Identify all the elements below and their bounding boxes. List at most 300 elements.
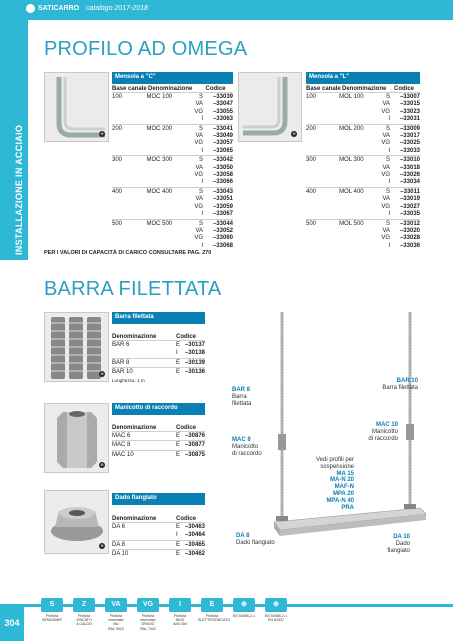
code-list [194,157,233,187]
label-profiles [300,457,354,511]
code-line [381,228,420,235]
rod-length: Lunghezza: 1 m [112,377,145,383]
finish-code: VG [194,203,203,210]
table-row [112,450,205,459]
product-name: BAR 10 [112,369,133,376]
code-line [194,172,233,179]
code-line [381,196,420,203]
code-line [381,179,420,186]
catalog-label: catalogo 2017-2018 [86,5,148,12]
article-code: –33025 [399,140,420,147]
label-mac8 [232,437,272,457]
article-code: –33007 [399,94,420,100]
label-bar8 [232,387,262,407]
col-name: Denominazione [342,86,387,92]
finish-code: S [198,125,203,132]
finish-code: S [198,157,203,164]
label-bar10-text: Barra filettata [382,384,418,391]
label-da8 [236,533,280,547]
product-name [112,532,176,539]
section-title-threaded-rod: BARRA FILETTATA [44,278,222,300]
finish-code: E [176,342,181,348]
finish-badge: VA [105,598,127,612]
finish-item [230,598,258,631]
table-row [112,367,205,376]
table-row [306,92,420,124]
label-bar10 [372,378,418,392]
product-head-coupler: Manicotto di raccordo [112,403,205,415]
label-profile-mpa20: MPA 20 [332,490,354,497]
finish-caption [230,614,258,618]
product-table-flange-nut [112,516,205,559]
table-row [306,124,420,156]
code-list [381,94,420,124]
finish-caption-line: EN 61537 [268,618,284,623]
finish-badge: I [169,598,191,612]
code-line [194,94,233,101]
article-code: –33065 [212,147,233,154]
code-list [194,94,233,124]
finish-item [38,598,66,631]
article-code: –33018 [399,164,420,171]
finish-code: I [176,350,178,357]
cert-icon: ⊕ [100,462,104,467]
finish-code: I [388,116,390,123]
finish-caption-line: Finitura [174,614,186,618]
code-line [381,126,420,133]
cert-icon: ⊕ [100,131,104,136]
code-line [194,221,233,228]
article-code: –33042 [212,157,233,164]
article-code: –33036 [399,242,420,249]
article-code: –33043 [212,188,233,195]
code-line [381,116,420,123]
table-row [112,522,205,531]
product-name: MAC 8 [112,442,131,449]
article-code: –33017 [399,133,420,140]
finish-code: VG [194,172,203,179]
code-line [381,140,420,147]
code-line [381,189,420,196]
code-line [194,148,233,155]
finish-code: I [388,211,390,218]
article-code: –33067 [212,211,233,218]
finish-caption [198,614,231,623]
code-line [381,221,420,228]
threaded-rod-icon [45,313,108,381]
finish-code: S [198,188,203,195]
finish-item [134,598,162,631]
finish-item [102,598,130,631]
finish-code: VG [381,235,390,242]
label-mac10 [356,422,398,442]
finish-caption [166,614,194,627]
label-profiles-line2: sospensione [320,463,354,470]
base-value: 100 [112,94,123,100]
finish-caption [134,614,162,631]
article-code: –33055 [212,108,233,115]
code-line [194,204,233,211]
product-name: MOC 300 [146,157,173,164]
product-name: DA 8 [112,541,126,548]
bracket-l-photo [238,72,302,142]
table-row [112,219,233,251]
finish-item [262,598,290,631]
article-code: –30139 [184,359,205,366]
table-c-header [112,86,233,92]
article-code: –33028 [399,235,420,242]
flange-nut-photo [44,490,109,554]
finish-caption-line: RAL 5012 [108,626,124,631]
article-code: –33049 [212,133,233,140]
product-name: MAC 6 [112,433,131,439]
finish-code: E [176,442,181,449]
finish-caption-line: Finitura [78,614,90,618]
table-row [112,549,205,558]
finish-code: E [176,524,181,530]
article-code: –30137 [184,342,205,348]
brand-logo-icon [26,4,35,13]
article-code: –33019 [399,196,420,203]
label-bar10-code: BAR 10 [396,378,418,384]
code-line [381,204,420,211]
table-row [112,540,205,549]
table-row [112,358,205,367]
label-profile-man20: MA-N 20 [329,477,354,484]
label-profile-pra: PRA [341,504,354,511]
label-profiles-line1: Vedi profili per [315,457,354,463]
article-code: –33068 [212,242,233,249]
base-value: 300 [306,157,317,164]
table-row [112,340,205,349]
article-code: –33047 [212,101,233,108]
finish-code: S [385,125,390,132]
side-label: INSTALLAZIONE IN ACCIAIO [14,124,24,255]
article-code: –30876 [184,433,205,439]
label-mac10-code: MAC 10 [375,422,398,428]
code-list [381,221,420,251]
article-code: –33027 [399,203,420,210]
finish-caption-line: SENDZIMIR [42,618,62,623]
product-name: MOC 100 [146,94,173,100]
finish-code: I [201,179,203,186]
col-name: Denominazione [112,334,157,340]
article-code: –33052 [212,227,233,234]
product-name [112,350,176,357]
base-value: 200 [112,125,123,132]
coupler-nut-icon [45,404,108,472]
article-code: –33063 [212,116,233,123]
finish-badge: S [41,598,63,612]
product-name: MOC 400 [146,188,173,195]
finish-badge: E [201,598,223,612]
finish-caption-line: GRIGIO [141,622,155,627]
code-line [194,165,233,172]
code-line [381,148,420,155]
product-name: MOL 400 [339,188,364,195]
finish-code: VG [381,140,390,147]
finish-code: VA [195,196,203,203]
product-name: MOL 300 [339,157,364,164]
finish-code: E [176,433,181,439]
code-line [194,235,233,242]
finish-code: VA [382,196,390,203]
finish-code: VG [194,235,203,242]
base-value: 300 [112,157,123,164]
finish-code: VA [382,101,390,108]
table-head-c: Mensola a "C" [112,72,233,84]
label-da10-code: DA 10 [393,534,410,540]
code-line [381,235,420,242]
finish-code: E [176,551,181,558]
col-code: Codice [176,334,197,340]
finish-caption [262,614,290,622]
finish-code: S [385,188,390,195]
code-list [381,157,420,187]
article-code: –30463 [184,524,205,530]
base-value: 400 [306,188,317,195]
code-line [381,243,420,250]
table-row [112,531,205,539]
finish-code: E [176,451,181,458]
finish-caption-line: Blu [113,622,119,627]
finish-caption-line: INOX [175,618,185,623]
code-line [381,211,420,218]
article-code: –33051 [212,196,233,203]
product-flange-header [112,516,205,522]
code-line [194,133,233,140]
product-table-coupler [112,425,205,459]
product-table-rod [112,334,205,383]
table-row [112,124,233,156]
article-code: –30138 [184,350,205,357]
finish-caption-line: AISI 304 [173,622,187,627]
finish-item [166,598,194,631]
label-profile-mpan40: MPA-N 40 [326,497,354,504]
finish-caption [70,614,98,627]
article-code: –30462 [184,551,205,558]
label-da8-code: DA 8 [236,533,250,539]
label-bar8-code: BAR 8 [232,387,251,393]
finish-code: VA [382,164,390,171]
article-code: –30877 [184,442,205,449]
finish-code: I [201,211,203,218]
code-list [194,221,233,251]
article-code: –30464 [184,532,205,539]
table-c [112,86,233,250]
finish-caption-line: Finitura verniciato [140,614,156,623]
base-value: 500 [306,220,317,227]
finish-code: VG [381,203,390,210]
code-line [194,116,233,123]
product-rod-header [112,334,205,340]
finish-caption-line: ELETTROZINCATO [198,618,231,623]
table-row [306,219,420,251]
finish-code: I [388,147,390,154]
label-bar8-text1: Barra [232,393,247,400]
product-name: MOC 500 [146,220,173,227]
page-number: 304 [0,604,24,641]
finish-code: I [388,179,390,186]
article-code: –30465 [184,541,205,548]
col-code: Codice [176,516,197,522]
load-capacity-note: PER I VALORI DI CAPACITÀ DI CARICO CONSULTARE PAG. 270 [44,250,212,256]
product-name: MAC 10 [112,451,134,458]
finish-code: I [388,242,390,249]
base-value: 400 [112,188,123,195]
finish-badge: Z [73,598,95,612]
code-line [194,243,233,250]
code-line [381,94,420,101]
finish-caption-line: Finitura [46,614,58,618]
col-code: Codice [205,86,226,92]
label-mac8-text2: di raccordo [232,450,262,457]
product-name: MOL 100 [339,94,364,100]
brand [26,4,79,13]
col-name: Denominazione [148,86,193,92]
label-mac10-text1: Manicotto [371,428,398,435]
product-name: BAR 6 [112,342,130,348]
finish-code: E [176,369,181,376]
section-title-omega: PROFILO AD OMEGA [44,38,248,60]
installation-diagram [260,312,430,562]
article-code: –33050 [212,164,233,171]
code-line [381,109,420,116]
code-line [194,189,233,196]
table-l [306,86,420,250]
col-base: Base canale [112,86,147,92]
finish-code: S [385,220,390,227]
code-list [381,126,420,156]
product-name: MOL 500 [339,220,364,227]
code-list [194,126,233,156]
article-code: –33041 [212,125,233,132]
article-code: –33034 [399,179,420,186]
finish-item [70,598,98,631]
finish-caption [38,614,66,622]
finish-code: VA [195,227,203,234]
table-row [112,155,233,187]
label-da10 [380,534,410,554]
col-name: Denominazione [112,516,157,522]
article-code: –33020 [399,227,420,234]
article-code: –33012 [399,220,420,227]
finish-code: S [385,94,390,100]
finish-item [198,598,231,631]
code-list [194,189,233,219]
code-line [381,101,420,108]
finish-code: VA [195,101,203,108]
table-head-l: Mensola a "L" [306,72,420,84]
article-code: –33059 [212,203,233,210]
code-line [381,165,420,172]
bracket-c-photo [44,72,109,142]
article-code: –33010 [399,157,420,164]
label-da10-text2: flangiato [387,547,410,554]
code-line [381,133,420,140]
finish-code: I [201,116,203,123]
article-code: –33033 [399,147,420,154]
product-name: DA 10 [112,551,129,558]
code-line [194,101,233,108]
col-code: Codice [176,425,197,431]
finish-code: VG [381,108,390,115]
finish-badge: ⊕ [265,598,287,612]
article-code: –33015 [399,101,420,108]
label-mac10-text2: di raccordo [368,435,398,442]
article-code: –30136 [184,369,205,376]
label-bar8-text2: filettata [232,400,252,407]
article-code: –33057 [212,140,233,147]
finish-code: E [176,359,181,366]
article-code: –33023 [399,108,420,115]
product-name: MOC 200 [146,125,173,132]
code-line [194,109,233,116]
label-mac8-code: MAC 8 [232,437,251,443]
col-base: Base canale [306,86,341,92]
cert-icon: ⊕ [100,543,104,548]
brand-name: SATICARRO [38,5,80,12]
finish-caption-line: Finitura [206,614,218,618]
finish-code: VG [194,108,203,115]
table-row [112,92,233,124]
bracket-c-icon [45,73,108,141]
finish-badge: ⊕ [233,598,255,612]
col-name: Denominazione [112,425,157,431]
table-row [112,187,233,219]
finish-badge: VG [137,598,159,612]
finish-legend [38,598,290,631]
finish-code: VG [381,172,390,179]
finish-code: S [198,94,203,100]
finish-code: S [385,157,390,164]
article-code: –33058 [212,172,233,179]
finish-code: VA [195,133,203,140]
finish-code: E [176,541,181,548]
article-code: –33009 [399,125,420,132]
article-code: –33031 [399,116,420,123]
label-mac8-text1: Manicotto [232,443,259,450]
product-head-flange-nut: Dado flangiato [112,493,205,505]
article-code: –33066 [212,179,233,186]
finish-caption-line: EN 50085-2-1 [264,614,288,618]
finish-caption-line: ZINCATO [76,618,92,623]
finish-code: VA [382,227,390,234]
table-row [112,431,205,440]
finish-caption-line: A CALDO [76,622,92,627]
code-line [194,126,233,133]
coupler-photo [44,403,109,473]
article-code: –33039 [212,94,233,100]
code-list [381,189,420,219]
product-name: DA 6 [112,524,126,530]
finish-caption [102,614,130,631]
label-da8-text: Dado flangiato [236,539,275,546]
article-code: –33044 [212,220,233,227]
code-line [194,140,233,147]
table-row [306,187,420,219]
finish-code: I [201,147,203,154]
col-code: Codice [393,86,414,92]
product-name: BAR 8 [112,359,130,366]
code-line [194,157,233,164]
table-row [306,155,420,187]
finish-code: I [201,242,203,249]
finish-code: VG [194,140,203,147]
label-da10-text1: Dado [395,540,410,547]
code-line [194,211,233,218]
finish-code: VA [195,164,203,171]
